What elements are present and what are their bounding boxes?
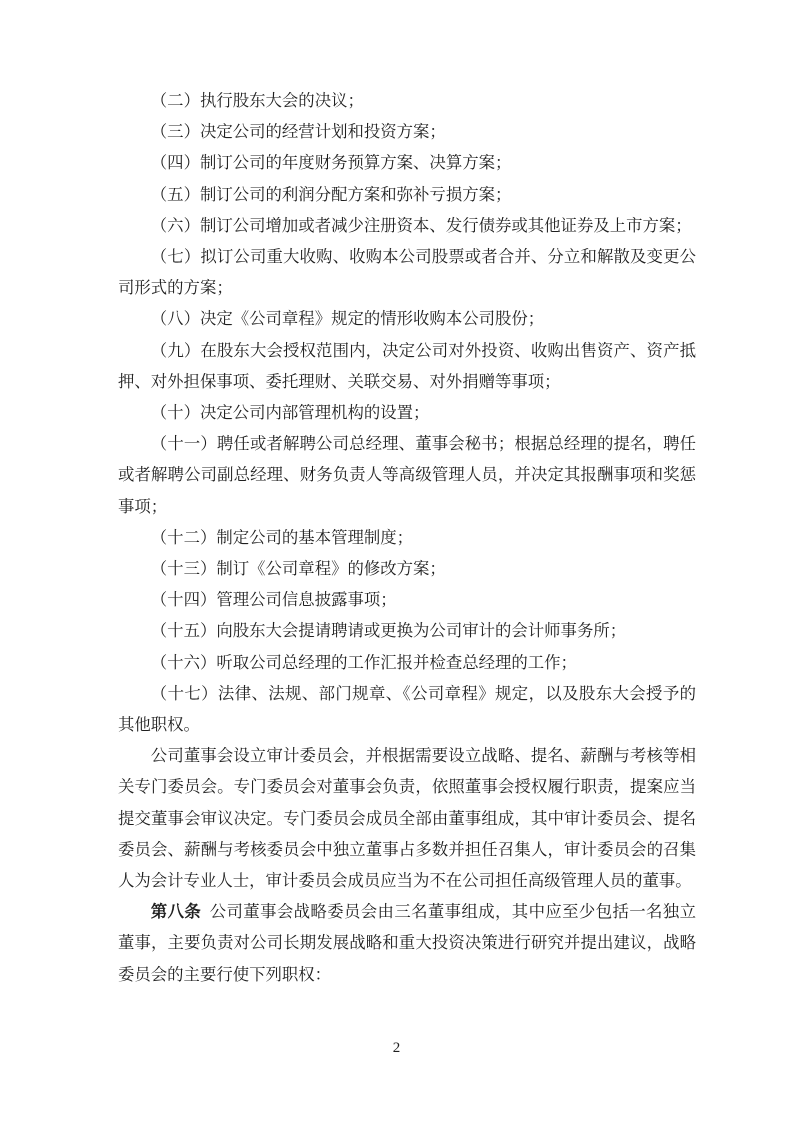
paragraph: （二）执行股东大会的决议； <box>150 91 364 110</box>
paragraph: （十六）听取公司总经理的工作汇报并检查总经理的工作； <box>150 652 577 672</box>
paragraph: （八）决定《公司章程》规定的情形收购本公司股份； <box>150 309 545 329</box>
paragraph: （十二）制定公司的基本管理制度； <box>150 527 414 547</box>
paragraph: （十四）管理公司信息披露事项； <box>150 590 397 610</box>
paragraph: 第八条 公司董事会战略委员会由三名董事组成，其中应至少包括一名独立董事，主要负责对公司长期发展战略和重大投资决策进行研究并提出建议，战略委员会的主要行使下列职权： <box>118 902 697 984</box>
article-number: 第八条 <box>150 902 202 922</box>
paragraph: （五）制订公司的利润分配方案和弥补亏损方案； <box>150 184 512 204</box>
paragraph: （十三）制订《公司章程》的修改方案； <box>150 559 446 579</box>
paragraph: （十五）向股东大会提请聘请或更换为公司审计的会计师事务所； <box>150 621 627 641</box>
paragraph: （十七）法律、法规、部门规章、《公司章程》规定，以及股东大会授予的其他职权。 <box>118 683 696 735</box>
page-number: 2 <box>392 1040 401 1056</box>
paragraph: （六）制订公司增加或者减少注册资本、发行债券或其他证券及上市方案； <box>150 215 692 235</box>
paragraph: （十）决定公司内部管理机构的设置； <box>150 403 430 423</box>
paragraph: （七）拟订公司重大收购、收购本公司股票或者合并、分立和解散及变更公司形式的方案； <box>118 247 696 298</box>
paragraph: （四）制订公司的年度财务预算方案、决算方案； <box>150 153 512 173</box>
paragraph: （九）在股东大会授权范围内，决定公司对外投资、收购出售资产、资产抵押、对外担保事项、委托理财、关联交易、对外捐赠等事项； <box>118 340 696 391</box>
paragraph: （三）决定公司的经营计划和投资方案； <box>150 122 446 142</box>
paragraph: （十一）聘任或者解聘公司总经理、董事会秘书；根据总经理的提名，聘任或者解聘公司副总经理、财务负责人等高级管理人员，并决定其报酬事项和奖惩事项； <box>118 434 696 516</box>
document-body <box>118 85 696 990</box>
paragraph: 公司董事会设立审计委员会，并根据需要设立战略、提名、薪酬与考核等相关专门委员会。专门委员会对董事会负责，依照董事会授权履行职责，提案应当提交董事会审议决定。专门委员会成员全部由董事组成，其中审计委员会、提名委员会、薪酬与考核委员会中独立董事占多数并担任召集人，审计委员会的召集人为会计专业人士，审计委员会成员应当为不在公司担任高级管理人员的董事。 <box>118 746 696 891</box>
